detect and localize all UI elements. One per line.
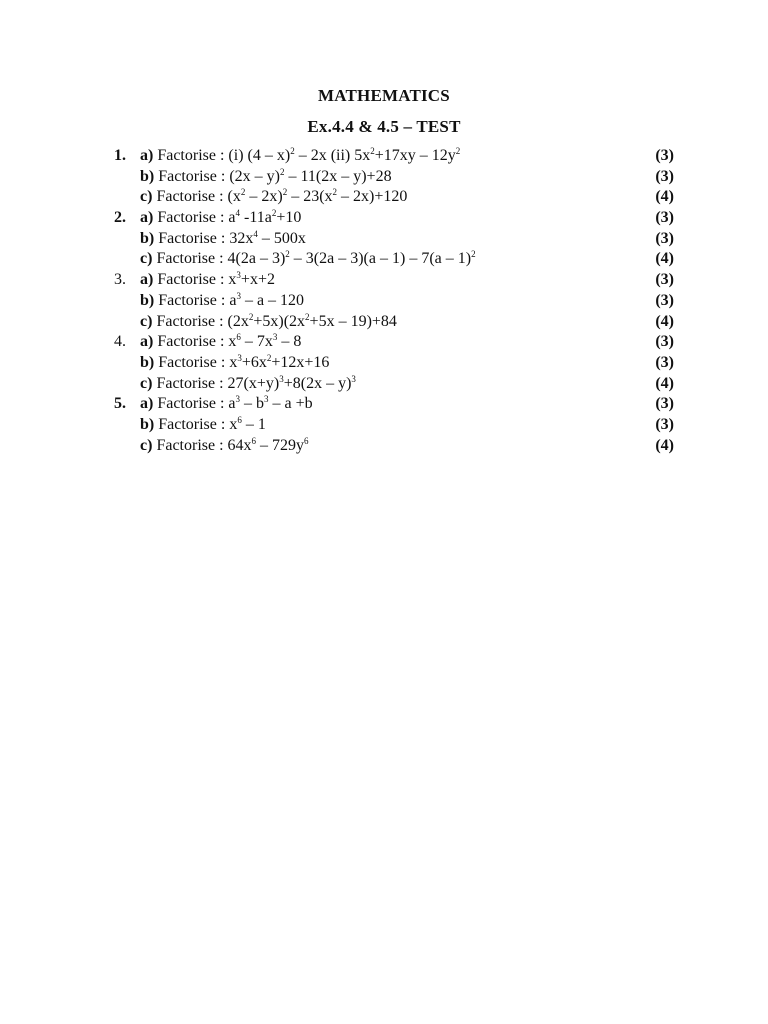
part-letter: a) — [140, 147, 154, 164]
question-text: Factorise : $(2x^2+5x)(2x^2+5x - 19)+84$ — [152, 311, 397, 330]
part-letter: c) — [140, 436, 153, 454]
question-row — [114, 436, 674, 457]
question-row — [114, 167, 674, 188]
question-marks: (4) — [655, 250, 674, 268]
question-part — [140, 167, 392, 188]
part-letter: c) — [140, 250, 153, 268]
question-text: Factorise : $a^3 - b^3 - a +b$ — [153, 394, 313, 413]
question-row — [114, 208, 674, 229]
question-row — [114, 312, 674, 333]
question-text: Factorise : $x^6 - 7x^3 - 8$ — [153, 332, 302, 351]
question-part — [140, 332, 301, 353]
question-number: 1. — [114, 147, 126, 164]
question-text: Factorise : $32x^4 - 500x$ — [154, 228, 306, 247]
subject-title: MATHEMATICS — [318, 86, 450, 105]
question-marks: (3) — [655, 229, 674, 247]
question-marks: (4) — [655, 188, 674, 206]
question-marks: (3) — [655, 395, 674, 413]
part-letter: a) — [140, 333, 154, 351]
part-letter: a) — [140, 395, 154, 413]
question-row — [114, 249, 674, 270]
question-part — [140, 291, 304, 312]
exercise-title: Ex.4.4 & 4.5 – TEST — [307, 117, 461, 136]
question-part — [140, 187, 407, 208]
part-letter: a) — [140, 271, 154, 289]
question-row — [114, 270, 674, 291]
question-row — [114, 291, 674, 312]
question-row — [114, 415, 674, 436]
part-letter: a) — [140, 209, 154, 227]
question-part — [140, 229, 306, 250]
question-text: Factorise : 4(2a – 3)$^2$ – 3(2a – 3)(a – 1) – 7(a – 1)$^2$ — [152, 249, 476, 268]
question-part — [140, 270, 275, 291]
question-part — [140, 374, 356, 395]
question-part — [140, 208, 301, 229]
question-marks: (4) — [655, 312, 674, 330]
question-text: Factorise : $a^4$ $-11a^2+10$ — [153, 208, 302, 227]
part-letter: b) — [140, 167, 155, 185]
question-row — [114, 229, 674, 250]
part-letter: b) — [140, 229, 155, 247]
question-marks: (3) — [655, 353, 674, 371]
question-part — [140, 436, 309, 457]
question-row — [114, 187, 674, 208]
question-part — [140, 249, 476, 270]
part-letter: c) — [140, 312, 153, 330]
question-marks: (3) — [655, 147, 674, 164]
question-marks: (3) — [655, 271, 674, 289]
question-text: Factorise : $27(x+y)^3+8(2x - y)^3$ — [152, 373, 356, 392]
question-part — [140, 146, 460, 167]
question-marks: (4) — [655, 436, 674, 454]
question-number: 3. — [114, 271, 126, 289]
part-letter: b) — [140, 353, 155, 371]
question-text: Factorise : $x^6 - 1$ — [154, 414, 266, 433]
question-marks: (3) — [655, 291, 674, 309]
question-list — [114, 146, 674, 456]
question-row — [114, 332, 674, 353]
question-number: 2. — [114, 209, 126, 227]
question-text: Factorise : (2x – y)$^2$ – 11(2x – y)+28 — [154, 166, 392, 185]
question-marks: (3) — [655, 209, 674, 227]
question-part — [140, 312, 397, 333]
question-text: Factorise : $x^3+x+2$ — [153, 270, 275, 289]
question-row — [114, 394, 674, 415]
question-text: Factorise : $x^3+6x^2+12x+16$ — [154, 352, 330, 371]
question-row — [114, 146, 674, 167]
question-row — [114, 374, 674, 395]
question-text: Factorise : $(x^2 - 2x)^2 - 23(x^2 - 2x)+120$ — [152, 187, 408, 206]
question-marks: (3) — [655, 167, 674, 185]
question-number: 5. — [114, 395, 126, 413]
question-row — [114, 353, 674, 374]
part-letter: c) — [140, 374, 153, 392]
question-text: Factorise : $a^3$ – a – 120 — [154, 290, 305, 309]
question-marks: (3) — [655, 333, 674, 351]
question-number: 4. — [114, 333, 126, 351]
part-letter: c) — [140, 188, 153, 206]
question-part — [140, 353, 329, 374]
question-part — [140, 415, 266, 436]
part-letter: b) — [140, 415, 155, 433]
question-part — [140, 394, 313, 415]
question-text: Factorise : (i) (4 – x)$^2$ – 2x (ii) $5x^2+17xy - 12y^2$ — [153, 146, 461, 164]
part-letter: b) — [140, 291, 155, 309]
question-marks: (4) — [655, 374, 674, 392]
question-text: Factorise : $64x^6 - 729y^6$ — [152, 435, 309, 454]
question-marks: (3) — [655, 415, 674, 433]
